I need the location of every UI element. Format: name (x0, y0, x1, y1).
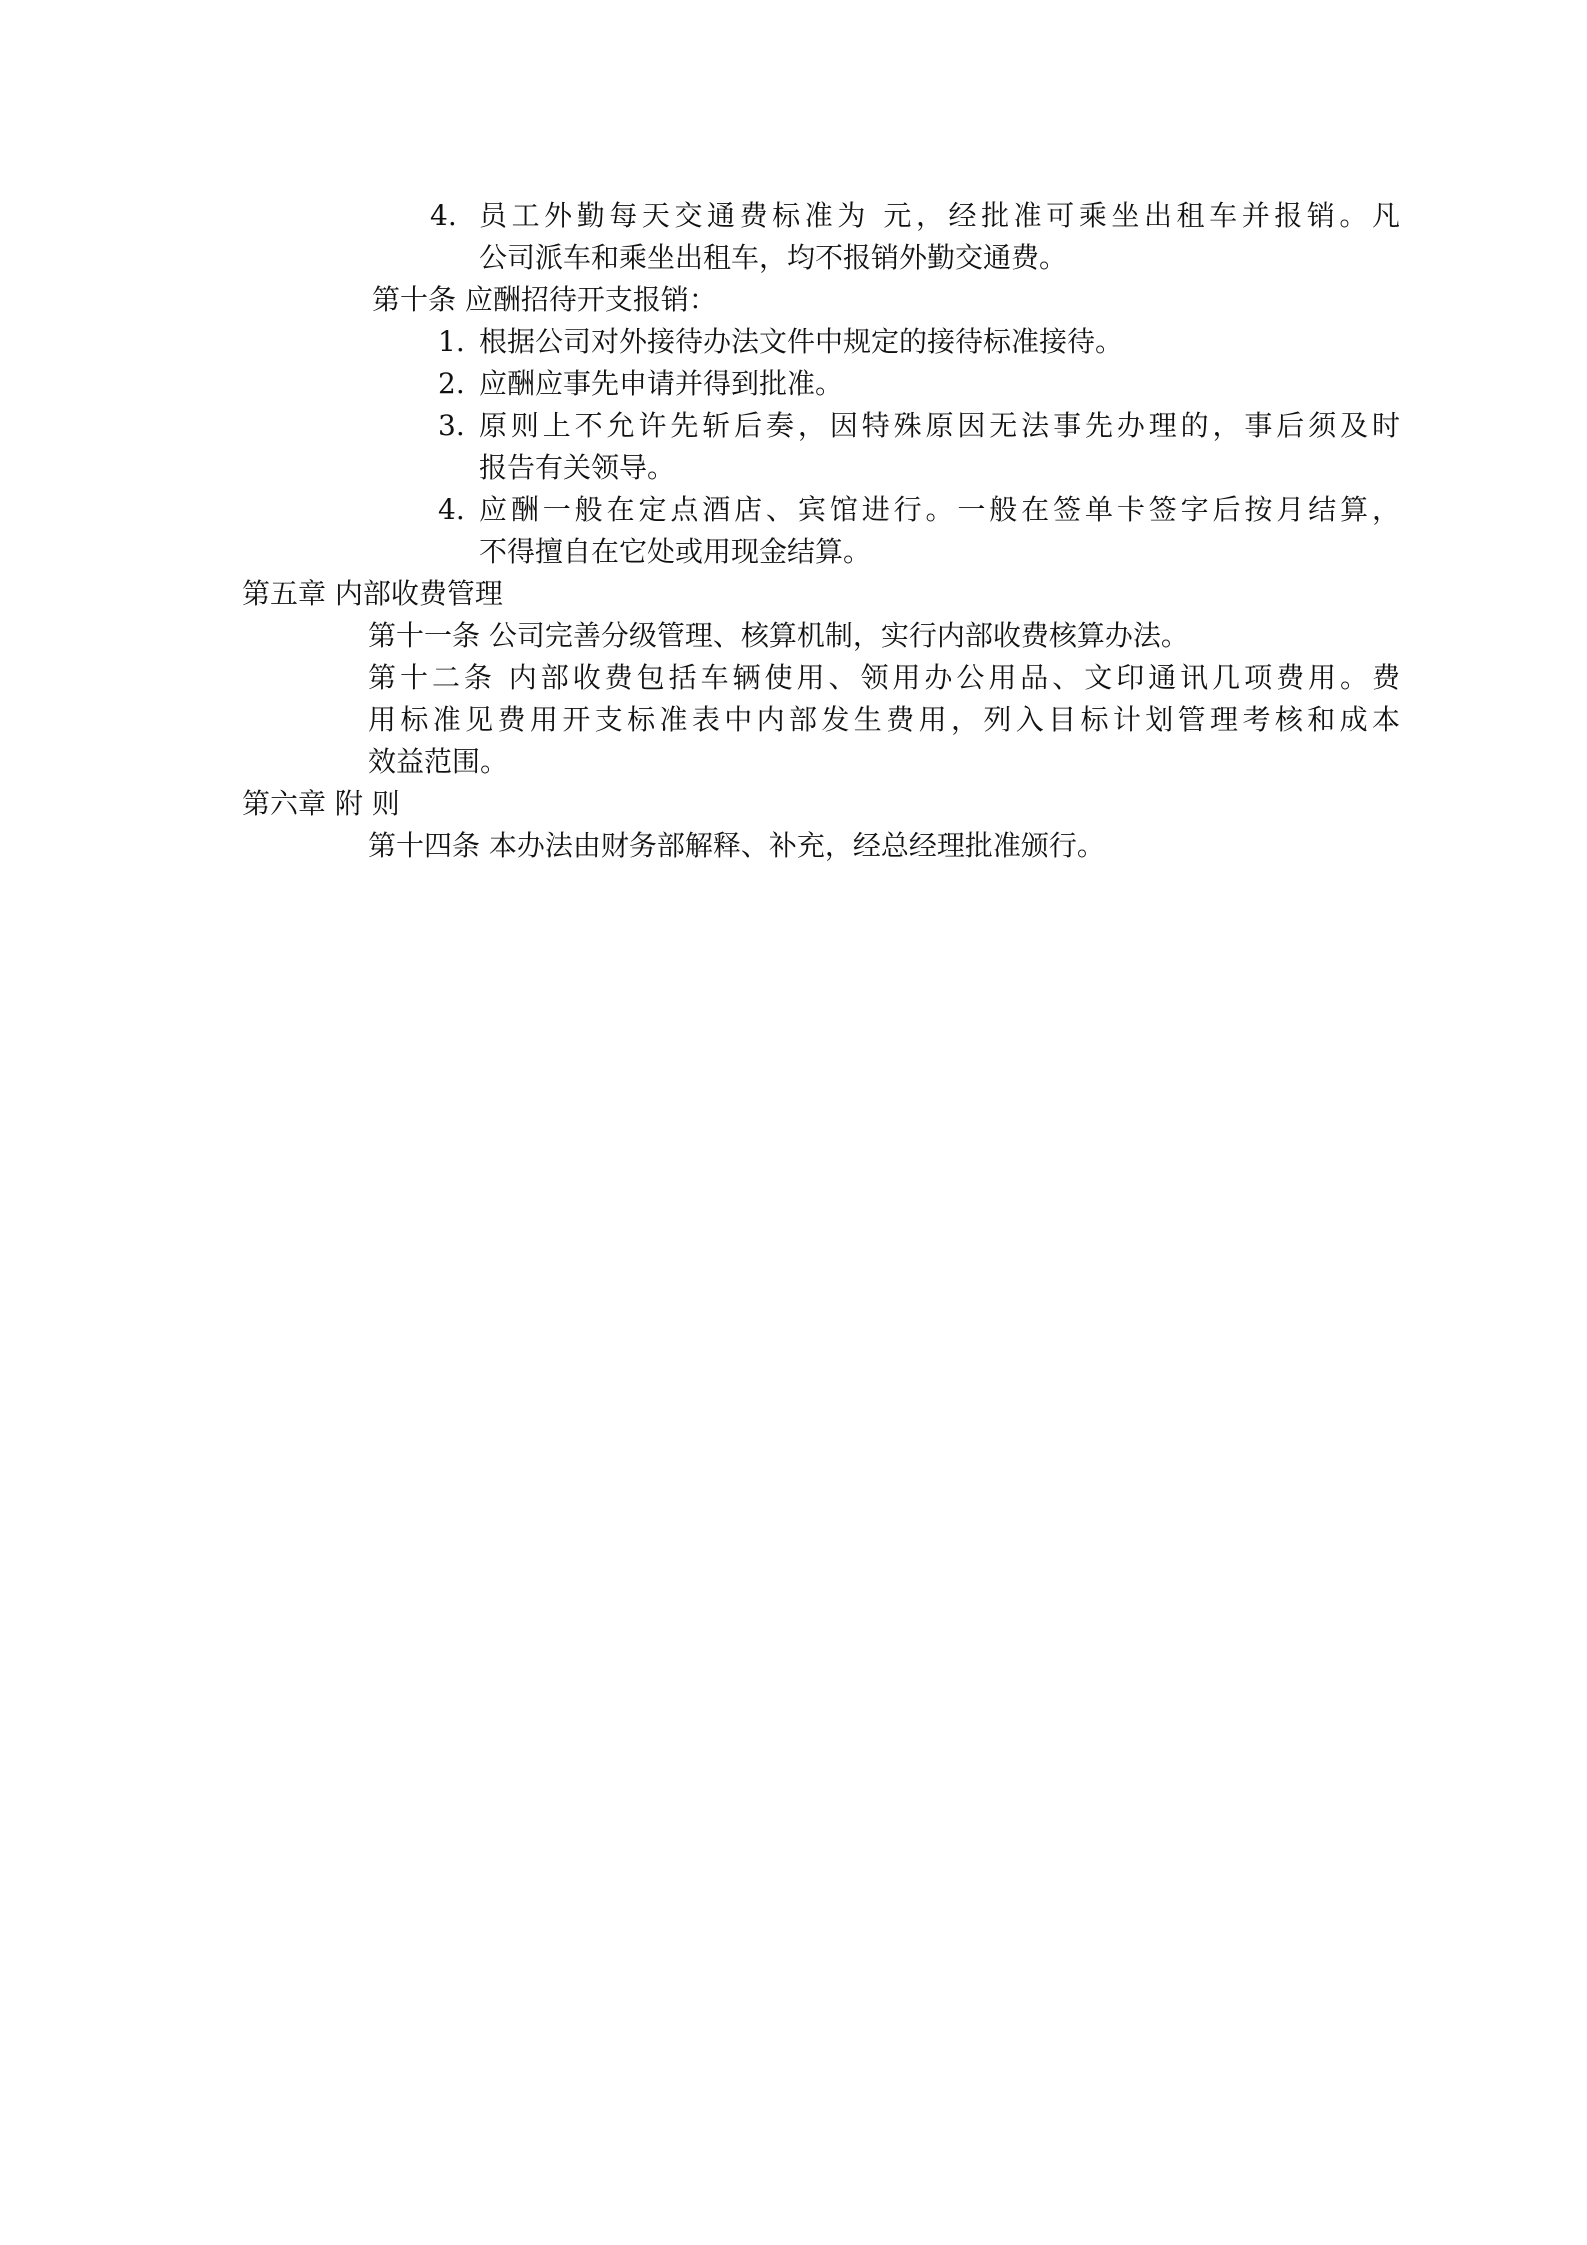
article-text-line: 第十二条 内部收费包括车辆使用、领用办公用品、文印通讯几项费用。费 (368, 661, 1400, 694)
item-text-line: 应酬一般在定点酒店、宾馆进行。一般在签单卡签字后按月结算， (479, 493, 1400, 526)
article-text-line: 用标准见费用开支标准表中内部发生费用，列入目标计划管理考核和成本 (368, 703, 1400, 736)
article-text-line: 效益范围。 (368, 745, 509, 778)
item-number: 4. (438, 493, 465, 526)
article-text: 第十四条 本办法由财务部解释、补充，经总经理批准颁行。 (368, 829, 1105, 862)
item-number: 1. (438, 325, 465, 358)
item-text-line: 报告有关领导。 (479, 451, 676, 484)
item-text-line: 应酬应事先申请并得到批准。 (479, 367, 844, 400)
chapter-heading: 第五章 内部收费管理 (242, 577, 503, 610)
item-text-line: 原则上不允许先斩后奏，因特殊原因无法事先办理的，事后须及时 (479, 409, 1400, 442)
article-text: 第十一条 公司完善分级管理、核算机制，实行内部收费核算办法。 (368, 619, 1189, 652)
item-number: 4. (430, 199, 457, 232)
item-text-line: 不得擅自在它处或用现金结算。 (479, 535, 872, 568)
article-heading: 第十条 应酬招待开支报销： (372, 283, 717, 316)
item-text-line: 员工外勤每天交通费标准为 元，经批准可乘坐出租车并报销。凡 (479, 199, 1400, 232)
item-number: 3. (438, 409, 465, 442)
chapter-heading: 第六章 附 则 (242, 787, 400, 820)
item-number: 2. (438, 367, 465, 400)
item-text-line: 公司派车和乘坐出租车，均不报销外勤交通费。 (479, 241, 1068, 274)
item-text-line: 根据公司对外接待办法文件中规定的接待标准接待。 (479, 325, 1124, 358)
